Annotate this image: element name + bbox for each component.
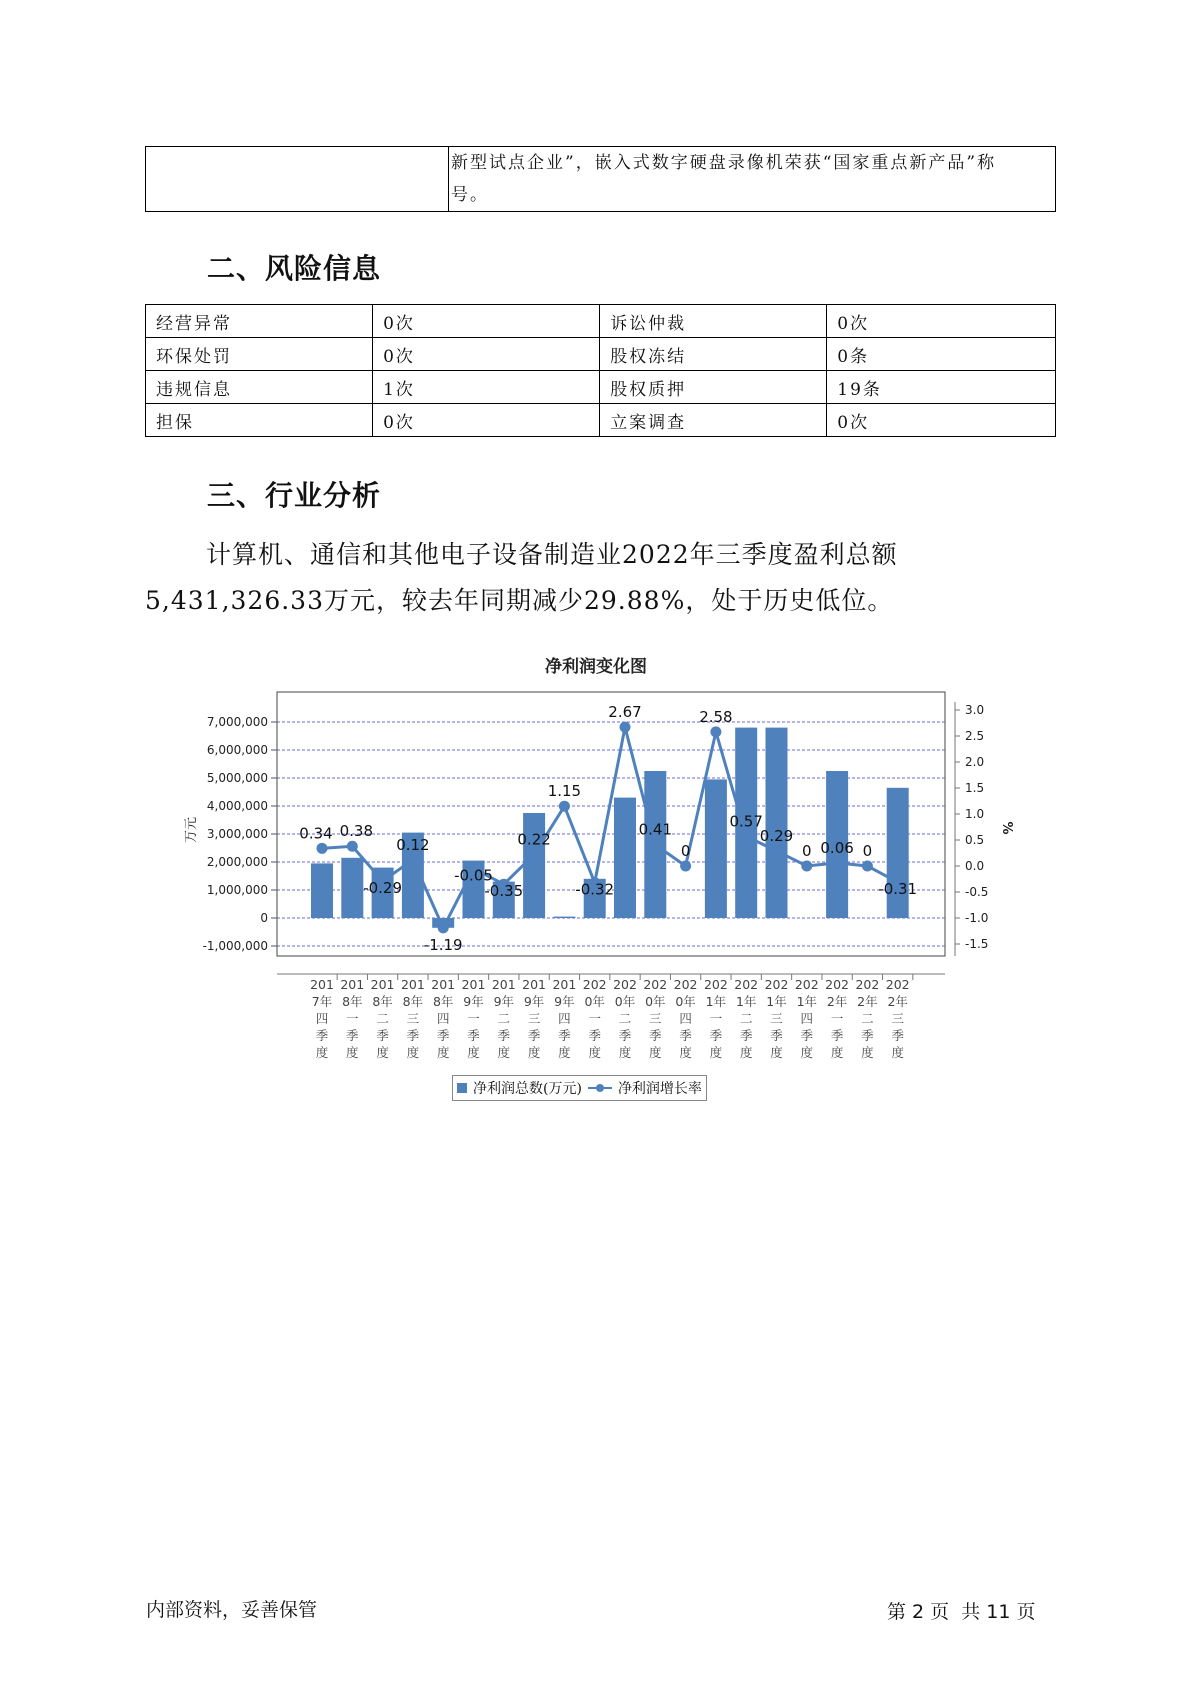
growth-rate-data-label: 0.57 [729, 812, 763, 831]
bar-net-profit [311, 863, 333, 918]
x-axis-category-label: 1年 [705, 994, 727, 1009]
x-axis-category-label: 季 [346, 1028, 359, 1043]
x-axis-category-label: 季 [618, 1028, 632, 1043]
y-axis-tick-label: 0 [260, 911, 268, 925]
risk-item-value: 0次 [373, 404, 600, 437]
continuation-right-cell [449, 147, 1056, 212]
x-axis-category-label: 度 [830, 1045, 844, 1060]
x-axis-category-label: 三 [891, 1011, 904, 1026]
x-axis-category-label: 季 [588, 1028, 601, 1043]
footer-page-number: 第 2 页 共 11 页 [887, 1601, 1036, 1623]
risk-item-label: 立案调查 [600, 404, 827, 437]
legend-line-label: 净利润增长率 [617, 1081, 702, 1097]
risk-item-label: 诉讼仲裁 [600, 305, 827, 338]
bar-net-profit [766, 728, 788, 918]
net-profit-chart [0, 640, 1191, 1100]
x-axis-category-label: 度 [679, 1045, 692, 1060]
growth-rate-point [347, 841, 358, 852]
risk-item-label: 担保 [146, 404, 373, 437]
y-axis-tick-label: -1,000,000 [202, 939, 268, 953]
growth-rate-data-label: 2.67 [608, 703, 642, 722]
y-axis-tick-label: 4,000,000 [206, 799, 268, 813]
x-axis-category-label: 1年 [766, 994, 787, 1009]
growth-rate-point [710, 726, 721, 737]
x-axis-category-label: 三 [649, 1011, 662, 1026]
y2-axis-title: % [999, 821, 1014, 835]
x-axis-category-label: 201 [491, 977, 516, 992]
x-axis-category-label: 0年 [645, 994, 666, 1009]
risk-item-label: 环保处罚 [146, 338, 373, 371]
risk-item-label: 股权冻结 [600, 338, 827, 371]
x-axis-category-label: 一 [346, 1011, 359, 1026]
y-axis-tick-label: 7,000,000 [206, 715, 268, 729]
x-axis-category-label: 201 [310, 977, 334, 992]
x-axis-category-label: 二 [861, 1011, 874, 1026]
growth-rate-point [771, 845, 782, 856]
risk-item-value: 0次 [373, 305, 600, 338]
x-axis-category-label: 季 [861, 1028, 874, 1043]
x-axis-category-label: 0年 [675, 994, 696, 1009]
y-axis-title: 万元 [184, 816, 199, 844]
x-axis-category-label: 8年 [402, 994, 424, 1009]
growth-rate-data-label: 0.12 [396, 835, 430, 854]
growth-rate-data-label: 0.22 [517, 830, 551, 849]
x-axis-category-label: 度 [649, 1045, 662, 1060]
x-axis-category-label: 一 [709, 1011, 723, 1026]
x-axis-category-label: 季 [891, 1028, 904, 1043]
x-axis-category-label: 季 [830, 1028, 844, 1043]
y2-axis-tick-label: 1.5 [965, 781, 985, 795]
x-axis-category-label: 1年 [735, 994, 757, 1009]
risk-section-title: 二、风险信息 [207, 252, 382, 285]
x-axis-category-label: 季 [436, 1028, 450, 1043]
x-axis-category-label: 201 [522, 977, 547, 992]
x-axis-category-label: 9年 [554, 994, 575, 1009]
x-axis-category-label: 季 [467, 1028, 480, 1043]
growth-rate-data-label: -0.32 [575, 880, 615, 899]
growth-rate-point [438, 922, 449, 933]
x-axis-category-label: 202 [885, 977, 910, 992]
x-axis-category-label: 度 [558, 1045, 571, 1060]
x-axis-category-label: 季 [649, 1028, 662, 1043]
x-axis-category-label: 三 [770, 1011, 783, 1026]
x-axis-category-label: 202 [613, 977, 637, 992]
legend-bar-label: 净利润总数(万元) [473, 1081, 582, 1097]
risk-item-value: 0条 [827, 338, 1056, 371]
risk-table-row [146, 305, 1056, 338]
risk-item-label: 经营异常 [146, 305, 373, 338]
x-axis-category-label: 度 [527, 1045, 541, 1060]
bar-net-profit [523, 813, 545, 918]
y2-axis-tick-label: 0.0 [965, 859, 985, 873]
x-axis-category-label: 2年 [887, 994, 908, 1009]
x-axis-category-label: 201 [340, 977, 365, 992]
growth-rate-point [832, 857, 843, 868]
x-axis-category-label: 度 [891, 1045, 904, 1060]
x-axis-category-label: 2年 [857, 994, 878, 1009]
growth-rate-point [862, 861, 873, 872]
x-axis-category-label: 1年 [796, 994, 818, 1009]
x-axis-category-label: 202 [764, 977, 789, 992]
x-axis-category-label: 度 [376, 1045, 389, 1060]
x-axis-category-label: 二 [618, 1011, 632, 1026]
x-axis-category-label: 201 [461, 977, 486, 992]
x-axis-category-label: 季 [558, 1028, 571, 1043]
y2-axis-tick-label: 3.0 [965, 703, 985, 717]
x-axis-category-label: 度 [346, 1045, 359, 1060]
x-axis-category-label: 2年 [826, 994, 848, 1009]
growth-rate-point [620, 722, 631, 733]
footer-left: 内部资料，妥善保管 [146, 1599, 318, 1621]
x-axis-category-label: 9年 [463, 994, 484, 1009]
risk-item-value: 1次 [373, 371, 600, 404]
x-axis-category-label: 0年 [584, 994, 605, 1009]
x-axis-category-label: 季 [709, 1028, 723, 1043]
x-axis-category-label: 度 [739, 1045, 753, 1060]
x-axis-category-label: 季 [376, 1028, 389, 1043]
y2-axis-tick-label: 0.5 [965, 833, 985, 847]
x-axis-category-label: 202 [855, 977, 880, 992]
x-axis-category-label: 一 [588, 1011, 601, 1026]
x-axis-category-label: 度 [709, 1045, 723, 1060]
y-axis-tick-label: 1,000,000 [206, 883, 268, 897]
x-axis-category-label: 四 [436, 1011, 450, 1026]
chart-legend [452, 1075, 707, 1101]
x-axis-category-label: 9年 [493, 994, 515, 1009]
industry-paragraph-line-1: 计算机、通信和其他电子设备制造业2022年三季度盈利总额 [206, 540, 898, 569]
growth-rate-data-label: 0.38 [339, 822, 374, 841]
x-axis-category-label: 季 [315, 1028, 329, 1043]
continuation-table [145, 146, 1056, 212]
risk-table-row [146, 404, 1056, 437]
y2-axis-tick-label: 2.0 [965, 755, 985, 769]
x-axis-category-label: 201 [400, 977, 425, 992]
bar-net-profit [553, 917, 575, 918]
growth-rate-data-label: 0.34 [299, 824, 333, 843]
x-axis-category-label: 度 [497, 1045, 511, 1060]
bar-net-profit [887, 788, 909, 918]
x-axis-category-label: 9年 [523, 994, 545, 1009]
x-axis-category-label: 度 [618, 1045, 632, 1060]
x-axis-category-label: 季 [679, 1028, 692, 1043]
x-axis-category-label: 201 [370, 977, 395, 992]
x-axis-category-label: 季 [800, 1028, 814, 1043]
x-axis-category-label: 季 [770, 1028, 783, 1043]
industry-section-title: 三、行业分析 [207, 479, 382, 512]
y2-axis-tick-label: -1.5 [965, 937, 989, 951]
risk-table-row [146, 371, 1056, 404]
legend-bar-swatch [457, 1083, 467, 1093]
growth-rate-data-label: 0.06 [820, 838, 854, 857]
legend-line-swatch [588, 1082, 612, 1094]
growth-rate-data-label: 0.29 [759, 826, 794, 845]
continuation-left-cell [146, 147, 449, 212]
risk-item-value: 19条 [827, 371, 1056, 404]
y-axis-tick-label: 3,000,000 [206, 827, 268, 841]
risk-table-row [146, 338, 1056, 371]
x-axis-category-label: 二 [739, 1011, 753, 1026]
x-axis-category-label: 三 [406, 1011, 420, 1026]
x-axis-category-label: 度 [315, 1045, 329, 1060]
bar-net-profit [614, 798, 636, 918]
continuation-line-1: 新型试点企业”，嵌入式数字硬盘录像机荣获“国家重点新产品”称 [451, 153, 997, 173]
growth-rate-point [801, 861, 812, 872]
x-axis-category-label: 202 [582, 977, 607, 992]
x-axis-category-label: 202 [703, 977, 728, 992]
risk-item-label: 股权质押 [600, 371, 827, 404]
growth-rate-data-label: 1.15 [547, 782, 582, 801]
x-axis-category-label: 度 [436, 1045, 450, 1060]
x-axis-category-label: 度 [861, 1045, 874, 1060]
x-axis-category-label: 201 [552, 977, 577, 992]
x-axis-category-label: 季 [739, 1028, 753, 1043]
x-axis-category-label: 季 [527, 1028, 541, 1043]
x-axis-category-label: 8年 [432, 994, 454, 1009]
x-axis-category-label: 8年 [342, 994, 363, 1009]
x-axis-category-label: 一 [467, 1011, 480, 1026]
x-axis-category-label: 度 [588, 1045, 601, 1060]
x-axis-category-label: 二 [497, 1011, 511, 1026]
chart-title: 净利润变化图 [545, 657, 647, 677]
growth-rate-point [529, 849, 540, 860]
x-axis-category-label: 7年 [311, 994, 333, 1009]
x-axis-category-label: 一 [830, 1011, 844, 1026]
growth-rate-point [741, 831, 752, 842]
growth-rate-data-label: 0 [802, 842, 812, 860]
y-axis-tick-label: 6,000,000 [206, 743, 268, 757]
risk-item-value: 0次 [827, 305, 1056, 338]
x-axis-category-label: 度 [467, 1045, 480, 1060]
x-axis-category-label: 四 [315, 1011, 329, 1026]
growth-rate-data-label: 2.58 [699, 707, 733, 726]
risk-item-value: 0次 [827, 404, 1056, 437]
y2-axis-tick-label: 1.0 [965, 807, 985, 821]
growth-rate-point [317, 843, 328, 854]
growth-rate-data-label: -0.05 [454, 866, 493, 885]
growth-rate-data-label: 0.41 [638, 820, 673, 839]
x-axis-category-label: 8年 [372, 994, 393, 1009]
x-axis-category-label: 度 [406, 1045, 420, 1060]
growth-rate-data-label: 0 [862, 842, 873, 860]
bar-net-profit [341, 858, 363, 918]
growth-rate-point [407, 854, 418, 865]
growth-rate-data-label: 0 [680, 842, 691, 860]
growth-rate-point [559, 801, 570, 812]
x-axis-category-label: 度 [770, 1045, 783, 1060]
y2-axis-tick-label: -0.5 [965, 885, 989, 899]
growth-rate-data-label: -0.31 [878, 880, 918, 899]
x-axis-category-label: 202 [794, 977, 819, 992]
industry-paragraph-line-2: 5,431,326.33万元，较去年同期减少29.88%，处于历史低位。 [145, 586, 894, 615]
growth-rate-point [650, 839, 661, 850]
risk-item-value: 0次 [373, 338, 600, 371]
x-axis-category-label: 季 [497, 1028, 511, 1043]
x-axis-category-label: 四 [558, 1011, 571, 1026]
x-axis-category-label: 201 [431, 977, 456, 992]
risk-table [145, 304, 1056, 437]
x-axis-category-label: 三 [527, 1011, 541, 1026]
x-axis-category-label: 202 [643, 977, 668, 992]
x-axis-category-label: 二 [376, 1011, 389, 1026]
growth-rate-data-label: -0.35 [484, 882, 524, 901]
growth-rate-data-label: -0.29 [363, 879, 403, 898]
continuation-line-2: 号。 [451, 185, 489, 205]
x-axis-category-label: 度 [800, 1045, 814, 1060]
y2-axis-tick-label: 2.5 [965, 729, 985, 743]
x-axis-category-label: 202 [673, 977, 698, 992]
x-axis-category-label: 四 [679, 1011, 692, 1026]
growth-rate-point [680, 861, 691, 872]
y-axis-tick-label: 5,000,000 [206, 771, 268, 785]
x-axis-category-label: 202 [734, 977, 759, 992]
bar-net-profit [705, 779, 727, 918]
x-axis-category-label: 0年 [614, 994, 636, 1009]
x-axis-category-label: 四 [800, 1011, 814, 1026]
risk-item-label: 违规信息 [146, 371, 373, 404]
growth-rate-data-label: -1.19 [423, 935, 463, 954]
x-axis-category-label: 202 [825, 977, 850, 992]
y-axis-tick-label: 2,000,000 [206, 855, 268, 869]
x-axis-category-label: 季 [406, 1028, 420, 1043]
y2-axis-tick-label: -1.0 [965, 911, 989, 925]
